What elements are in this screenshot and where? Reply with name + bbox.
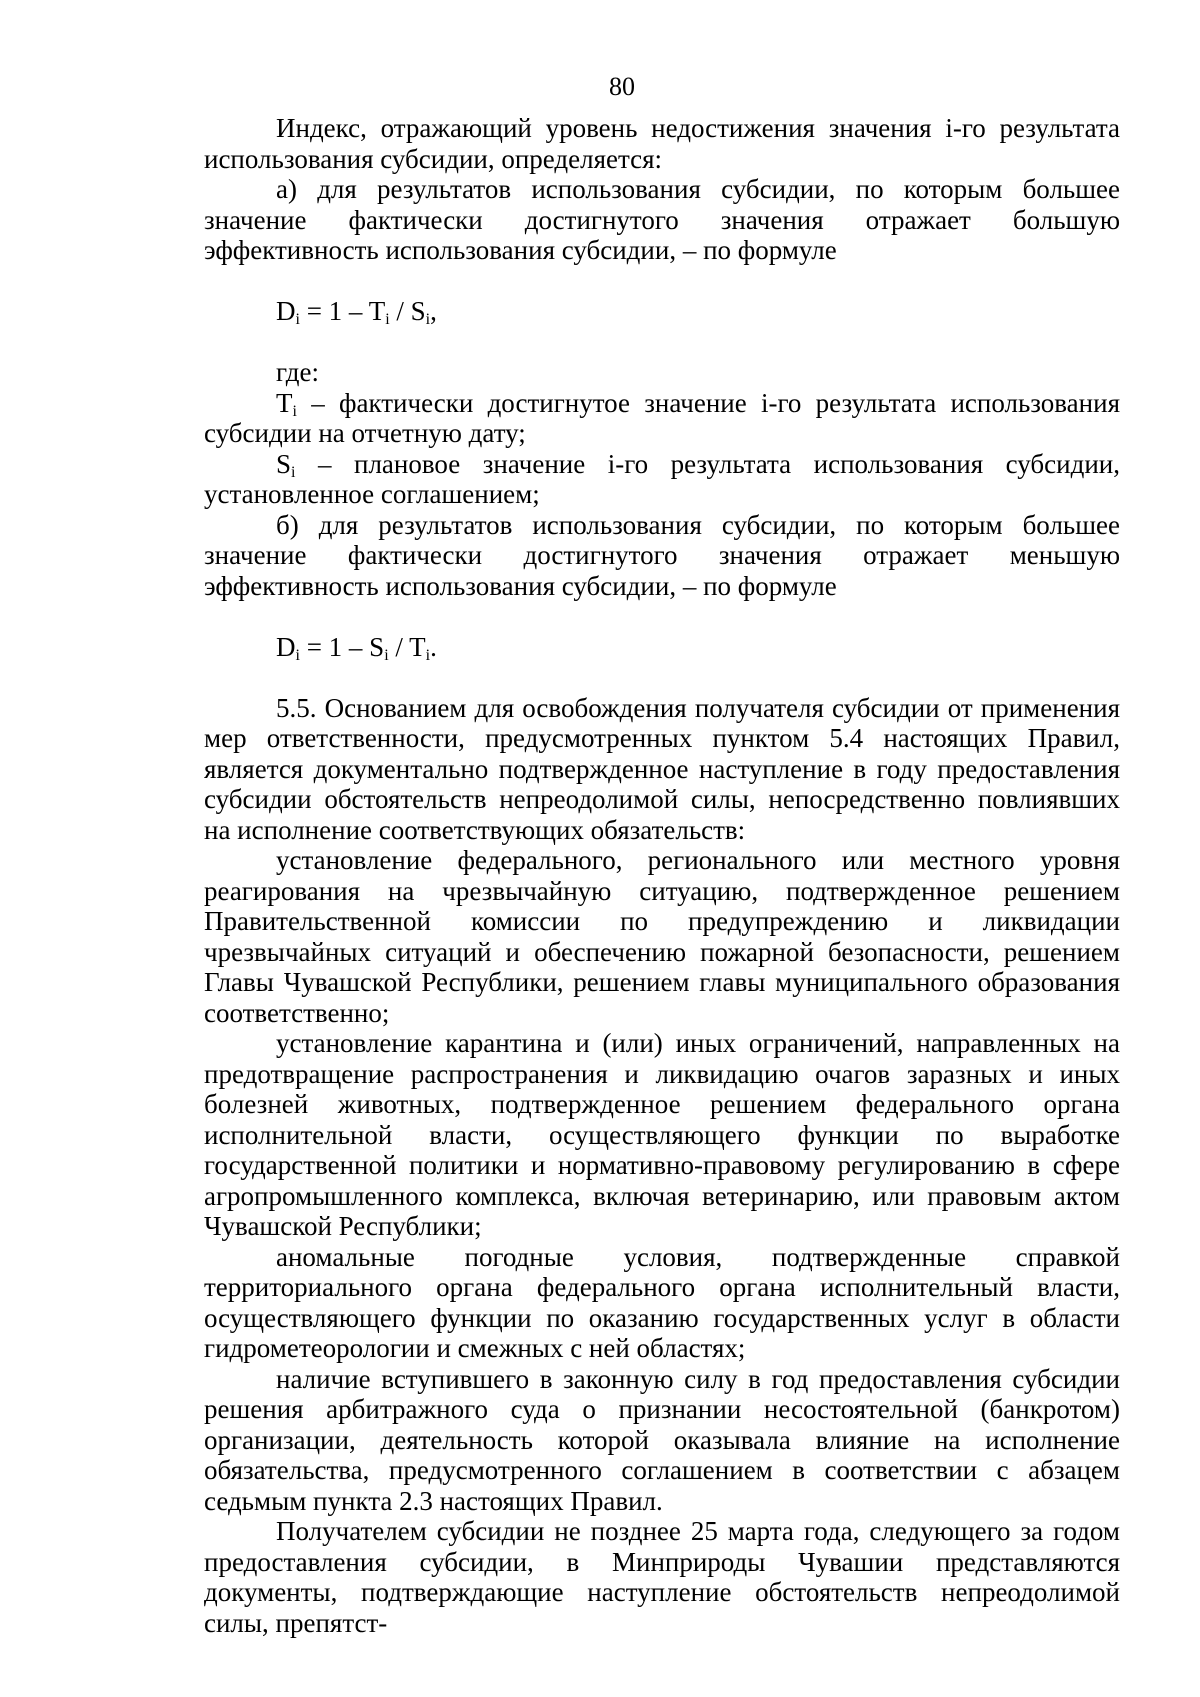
formula-subscript: i (384, 646, 389, 664)
formula-symbol: D (276, 296, 296, 326)
formula-end: . (430, 631, 437, 662)
spacer (204, 601, 1120, 632)
where-label: где: (276, 357, 319, 387)
formula-part: = 1 – T (299, 296, 386, 326)
text-body (204, 113, 1120, 1638)
definition-t (204, 388, 1120, 449)
paragraph-item-4: наличие вступившего в законную силу в год предоставления субсидии решения арбитражного суда о признании несостоятельной (банкротом) организации, деятельность которой оказывала влияние на исполнение обязательства, предусмотренного соглашением в соответствии с абзацем седьмым пункта 2.3 настоящих Правил. (204, 1363, 1120, 1516)
formula-part: = 1 – S (299, 631, 385, 662)
definition-subscript: i (291, 463, 296, 481)
spacer (204, 327, 1120, 358)
definition-symbol: S (276, 448, 292, 479)
formula-subscript: i (295, 311, 300, 328)
formula-part: / S (389, 296, 426, 326)
definition-text: – фактически достигнутое значение i-го результата использования субсидии на отчетную дату; (204, 387, 1120, 448)
paragraph-item-2: установление карантина и (или) иных ограничений, направленных на предотвращение распространения и ликвидацию очагов заразных и иных болезней животных, подтвержденное решением федерального органа исполнительной власти, осуществляющего функции по выработке государственной политики и нормативно-правовому регулированию в сфере агропромышленного комплекса, включая ветеринарию, или правовым актом Чувашской Республики; (204, 1028, 1120, 1241)
spacer (204, 662, 1120, 693)
formula-part: / T (388, 631, 426, 662)
spacer (204, 266, 1120, 297)
definition-s (204, 449, 1120, 510)
paragraph-a: а) для результатов использования субсидии, по которым большее значение фактически достигнутого значения отражает большую эффективность использования субсидии, – по формуле (204, 174, 1120, 265)
paragraph-5-5: 5.5. Основанием для освобождения получателя субсидии от применения мер ответственности, предусмотренных пунктом 5.4 настоящих Правил, является документально подтвержденное наступление в году предоставления субсидии обстоятельств непреодолимой силы, непосредственно повлиявших на исполнение соответствующих обязательств: (204, 692, 1120, 845)
definition-text: – плановое значение i-го результата использования субсидии, установленное соглашением; (204, 448, 1120, 509)
formula-subscript: i (385, 311, 390, 328)
formula-1 (204, 296, 1120, 327)
definition-subscript: i (292, 402, 297, 420)
paragraph-b: б) для результатов использования субсидии, по которым большее значение фактически достигнутого значения отражает меньшую эффективность использования субсидии, – по формуле (204, 509, 1120, 601)
formula-subscript: i (295, 646, 300, 664)
paragraph-intro: Индекс, отражающий уровень недостижения значения i-го результата использования субсидии, определяется: (204, 113, 1120, 174)
formula-2 (204, 632, 1120, 663)
page-number: 80 (609, 72, 635, 101)
paragraph-last: Получателем субсидии не позднее 25 марта года, следующего за годом предоставления субсидии, в Минприроды Чувашии представляются документы, подтверждающие наступление обстоятельств непреодолимой силы, препятст- (204, 1516, 1120, 1638)
paragraph-item-3: аномальные погодные условия, подтвержденные справкой территориального органа федерального органа исполнительный власти, осуществляющего функции по оказанию государственных услуг в области гидрометеорологии и смежных с ней областях; (204, 1241, 1120, 1363)
formula-symbol: D (276, 631, 296, 662)
paragraph-item-1: установление федерального, регионального или местного уровня реагирования на чрезвычайную ситуацию, подтвержденное решением Правительственной комиссии по предупреждению и ликвидации чрезвычайных ситуаций и обеспечению пожарной безопасности, решением Главы Чувашской Республики, решением главы муниципального образования соответственно; (204, 845, 1120, 1028)
formula-subscript: i (425, 311, 431, 328)
definition-symbol: T (276, 387, 293, 418)
formula-end: , (430, 296, 437, 326)
formula-subscript: i (425, 646, 431, 664)
